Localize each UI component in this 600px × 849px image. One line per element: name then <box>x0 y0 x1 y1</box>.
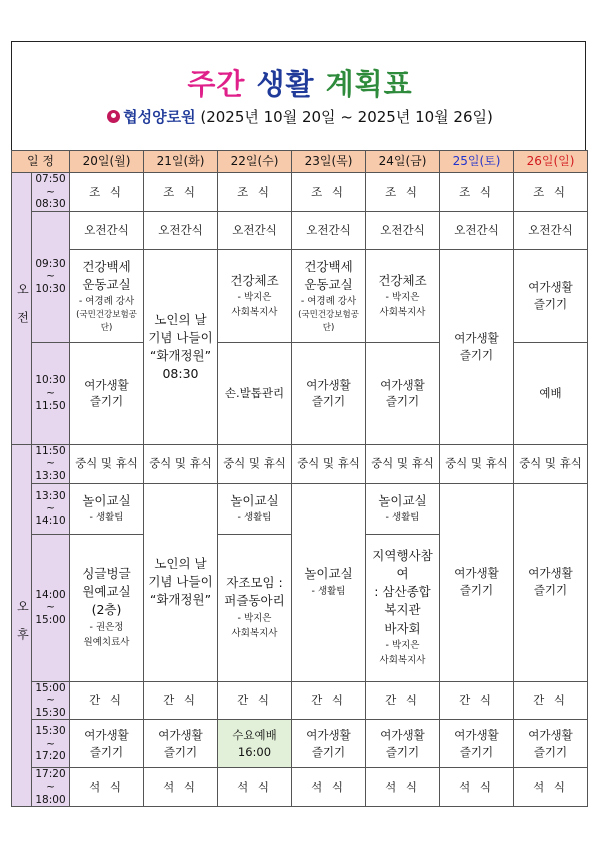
leisure-cell: 여가생활 즐기기 <box>366 342 440 444</box>
breakfast-cell: 조 식 <box>218 173 292 212</box>
header-row <box>12 151 588 173</box>
worship-cell: 예배 <box>514 342 588 444</box>
community-event-cell: 지역행사참여 : 삼산종합 복지관 바자회 - 박지은 사회복지사 <box>366 534 440 681</box>
leisure-cell: 여가생활 즐기기 <box>70 720 144 768</box>
afternoon-snack-cell: 간 식 <box>292 681 366 720</box>
dinner-cell: 석 식 <box>70 768 144 807</box>
morning-snack-cell: 오전간식 <box>218 211 292 249</box>
outing-am-cell: 노인의 날 기념 나들이 “화개정원” 08:30 <box>144 249 218 444</box>
leisure-cell: 여가생활 즐기기 <box>144 720 218 768</box>
time-slot: 15:00 ~ 15:30 <box>32 681 70 720</box>
foot-care-cell: 손.발톱관리 <box>218 342 292 444</box>
dinner-cell: 석 식 <box>440 768 514 807</box>
dinner-cell: 석 식 <box>292 768 366 807</box>
leisure-cell: 여가생활 즐기기 <box>366 720 440 768</box>
breakfast-cell: 조 식 <box>144 173 218 212</box>
lunch-cell: 중식 및 휴식 <box>218 444 292 483</box>
leisure-cell: 여가생활 즐기기 <box>514 483 588 681</box>
time-slot: 07:50 ~ 08:30 <box>32 173 70 212</box>
wednesday-worship-cell: 수요예배 16:00 <box>218 720 292 768</box>
lunch-cell: 중식 및 휴식 <box>514 444 588 483</box>
afternoon-snack-cell: 간 식 <box>366 681 440 720</box>
morning-snack-cell: 오전간식 <box>514 211 588 249</box>
dinner-cell: 석 식 <box>514 768 588 807</box>
title-word-life: 생활 <box>256 67 315 101</box>
play-class-cell: 놀이교실 - 생활팀 <box>292 483 366 681</box>
self-help-cell: 자조모임 : 퍼즐동아리 - 박지은 사회복지사 <box>218 534 292 681</box>
time-slot: 13:30 ~ 14:10 <box>32 483 70 534</box>
header-period: 일 정 <box>12 151 70 173</box>
header-day-sun: 26일(일) <box>514 151 588 173</box>
time-slot: 15:30 ~ 17:20 <box>32 720 70 768</box>
organization-logo-icon <box>107 110 120 123</box>
row-late-afternoon <box>12 720 588 768</box>
header-day-fri: 24일(금) <box>366 151 440 173</box>
time-slot: 09:30 ~ 10:30 <box>32 211 70 342</box>
header-day-mon: 20일(월) <box>70 151 144 173</box>
morning-snack-cell: 오전간식 <box>70 211 144 249</box>
leisure-cell: 여가생활 즐기기 <box>514 249 588 342</box>
header-day-tue: 21일(화) <box>144 151 218 173</box>
row-afternoon-snack <box>12 681 588 720</box>
page-subtitle <box>0 106 600 127</box>
dinner-cell: 석 식 <box>144 768 218 807</box>
title-word-plan: 계획표 <box>325 67 413 101</box>
breakfast-cell: 조 식 <box>366 173 440 212</box>
breakfast-cell: 조 식 <box>514 173 588 212</box>
play-class-cell: 놀이교실 - 생활팀 <box>218 483 292 534</box>
morning-snack-cell: 오전간식 <box>366 211 440 249</box>
leisure-cell: 여가생활 즐기기 <box>70 342 144 444</box>
title-word-weekly: 주간 <box>187 67 246 101</box>
date-range: (2025년 10월 20일 ~ 2025년 10월 26일) <box>195 108 493 126</box>
organization-name: 협성양로원 <box>123 108 196 126</box>
row-breakfast <box>12 173 588 212</box>
health-class-cell: 건강백세 운동교실 - 여경례 강사 (국민건강보험공단) <box>70 249 144 342</box>
lunch-cell: 중식 및 휴식 <box>366 444 440 483</box>
time-slot: 17:20 ~ 18:00 <box>32 768 70 807</box>
lunch-cell: 중식 및 휴식 <box>70 444 144 483</box>
row-play-class <box>12 483 588 534</box>
section-pm: 오 후 <box>12 444 32 806</box>
afternoon-snack-cell: 간 식 <box>440 681 514 720</box>
page-title <box>0 62 600 103</box>
lunch-cell: 중식 및 휴식 <box>144 444 218 483</box>
leisure-cell: 여가생활 즐기기 <box>440 249 514 444</box>
row-dinner <box>12 768 588 807</box>
health-class-cell: 건강백세 운동교실 - 여경례 강사 (국민건강보험공단) <box>292 249 366 342</box>
section-am: 오 전 <box>12 173 32 445</box>
morning-snack-cell: 오전간식 <box>440 211 514 249</box>
schedule-table <box>11 150 588 807</box>
header-day-thu: 23일(목) <box>292 151 366 173</box>
health-exercise-cell: 건강체조 - 박지은 사회복지사 <box>366 249 440 342</box>
health-exercise-cell: 건강체조 - 박지은 사회복지사 <box>218 249 292 342</box>
time-slot: 14:00 ~ 15:00 <box>32 534 70 681</box>
outing-pm-cell: 노인의 날 기념 나들이 “화개정원” <box>144 483 218 681</box>
afternoon-snack-cell: 간 식 <box>70 681 144 720</box>
header-day-wed: 22일(수) <box>218 151 292 173</box>
afternoon-snack-cell: 간 식 <box>514 681 588 720</box>
dinner-cell: 석 식 <box>218 768 292 807</box>
header-day-sat: 25일(토) <box>440 151 514 173</box>
row-morning-snack <box>12 211 588 249</box>
garden-class-cell: 싱글벙글 원예교실 (2층) - 권은정 원예치료사 <box>70 534 144 681</box>
leisure-cell: 여가생활 즐기기 <box>292 720 366 768</box>
leisure-cell: 여가생활 즐기기 <box>514 720 588 768</box>
time-slot: 10:30 ~ 11:50 <box>32 342 70 444</box>
play-class-cell: 놀이교실 - 생활팀 <box>366 483 440 534</box>
play-class-cell: 놀이교실 - 생활팀 <box>70 483 144 534</box>
row-lunch <box>12 444 588 483</box>
lunch-cell: 중식 및 휴식 <box>440 444 514 483</box>
lunch-cell: 중식 및 휴식 <box>292 444 366 483</box>
breakfast-cell: 조 식 <box>70 173 144 212</box>
afternoon-snack-cell: 간 식 <box>144 681 218 720</box>
row-morning-program <box>12 249 588 342</box>
time-slot: 11:50 ~ 13:30 <box>32 444 70 483</box>
leisure-cell: 여가생활 즐기기 <box>440 720 514 768</box>
afternoon-snack-cell: 간 식 <box>218 681 292 720</box>
leisure-cell: 여가생활 즐기기 <box>292 342 366 444</box>
morning-snack-cell: 오전간식 <box>144 211 218 249</box>
dinner-cell: 석 식 <box>366 768 440 807</box>
breakfast-cell: 조 식 <box>292 173 366 212</box>
breakfast-cell: 조 식 <box>440 173 514 212</box>
leisure-cell: 여가생활 즐기기 <box>440 483 514 681</box>
morning-snack-cell: 오전간식 <box>292 211 366 249</box>
